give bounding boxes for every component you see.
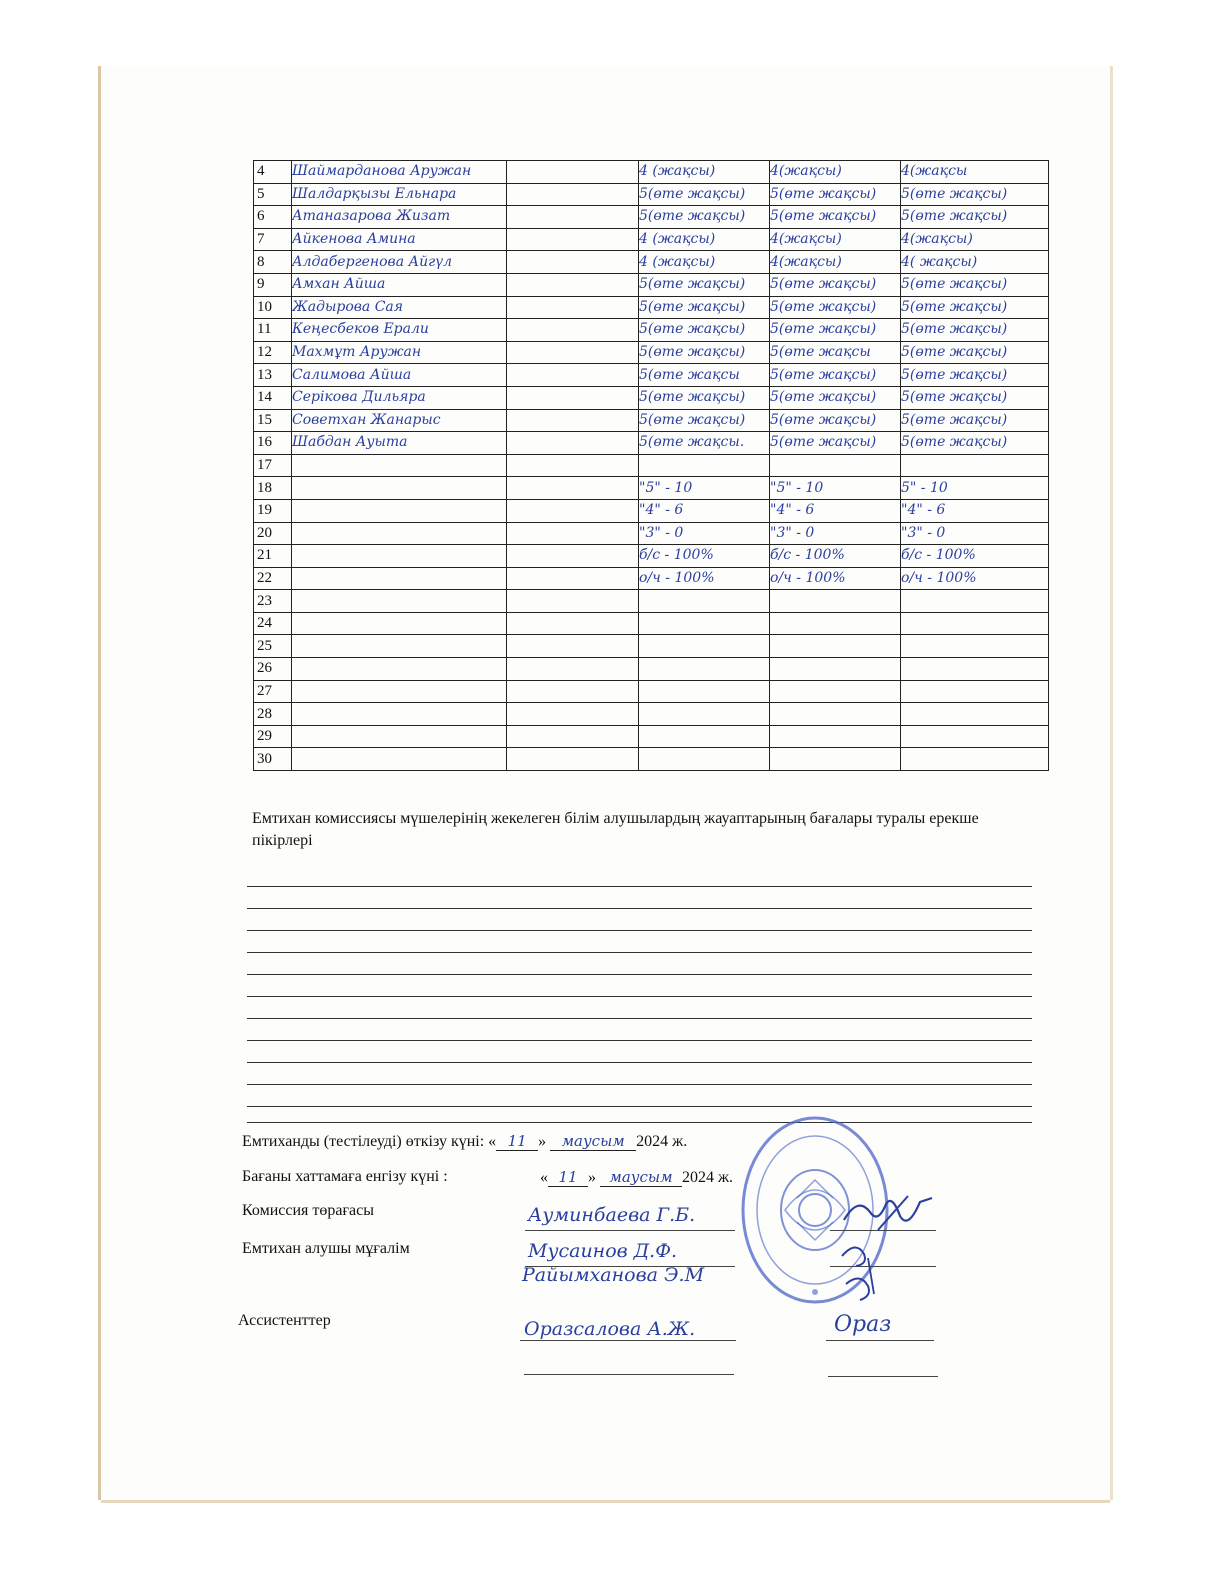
grade-2: "4" - 6: [770, 499, 901, 522]
chair-signature: [838, 1190, 938, 1238]
exam-date-label: Емтиханды (тестілеуді) өткізу күні: «: [242, 1133, 497, 1150]
grade-2: 5(өте жақсы): [770, 364, 901, 387]
grade-3: 5(өте жақсы): [901, 273, 1049, 296]
row-number: 26: [254, 658, 292, 681]
grade-1: "4" - 6: [639, 499, 770, 522]
table-row: [254, 703, 1049, 726]
student-name: [292, 454, 639, 477]
grade-1: 4 (жақсы): [639, 161, 770, 184]
grade-3: [901, 725, 1049, 748]
entry-open-quote: «: [540, 1169, 548, 1186]
student-name: [292, 499, 639, 522]
row-number: 6: [254, 206, 292, 229]
grade-1: 5(өте жақсы): [639, 341, 770, 364]
student-name: Серікова Дильяра: [292, 386, 639, 409]
grade-1: 5(өте жақсы): [639, 319, 770, 342]
grade-2: 5(өте жақсы): [770, 386, 901, 409]
table-row: [254, 273, 1049, 296]
assistants-label: Ассистенттер: [238, 1312, 331, 1329]
entry-date-label: Бағаны хаттамаға енгізу күні :: [242, 1168, 448, 1185]
grade-3: [901, 635, 1049, 658]
grade-1: 4 (жақсы): [639, 251, 770, 274]
grade-1: [639, 680, 770, 703]
grade-3: [901, 703, 1049, 726]
opinions-heading: Емтихан комиссиясы мүшелерінің жекелеген білім алушылардың жауаптарының бағалары туралы ерекше пікірлері: [252, 810, 979, 849]
exam-year: 2024: [636, 1133, 669, 1150]
chair-name: Ауминбаева Г.Б.: [528, 1204, 696, 1226]
second-assistant-name-line: [524, 1374, 734, 1375]
assistant-name-line: [520, 1340, 736, 1341]
grade-3: б/с - 100%: [901, 545, 1049, 568]
grade-1: 5(өте жақсы): [639, 273, 770, 296]
grade-1: [639, 612, 770, 635]
table-row: [254, 432, 1049, 455]
grade-3: 5(өте жақсы): [901, 319, 1049, 342]
grade-2: 5(өте жақсы): [770, 319, 901, 342]
table-row: [254, 161, 1049, 184]
grade-2: 5(өте жақсы: [770, 341, 901, 364]
row-number: 7: [254, 228, 292, 251]
student-name: Салимова Айша: [292, 364, 639, 387]
table-row: [254, 680, 1049, 703]
second-assistant-signature-line: [828, 1376, 938, 1377]
table-row: [254, 590, 1049, 613]
student-name: Шаймарданова Аружан: [292, 161, 639, 184]
row-number: 23: [254, 590, 292, 613]
student-name: [292, 725, 639, 748]
row-number: 21: [254, 545, 292, 568]
row-number: 27: [254, 680, 292, 703]
table-row: [254, 364, 1049, 387]
student-name: [292, 748, 639, 771]
grade-2: 5(өте жақсы): [770, 206, 901, 229]
grade-2: [770, 725, 901, 748]
student-name: [292, 658, 639, 681]
row-number: 10: [254, 296, 292, 319]
table-row: [254, 341, 1049, 364]
grade-1: [639, 725, 770, 748]
grade-2: [770, 454, 901, 477]
entry-month: маусым: [600, 1168, 682, 1187]
grade-2: [770, 703, 901, 726]
table-row: [254, 658, 1049, 681]
grade-2: б/с - 100%: [770, 545, 901, 568]
grade-1: 5(өте жақсы: [639, 364, 770, 387]
grade-3: 5(өте жақсы): [901, 341, 1049, 364]
grade-1: 5(өте жақсы): [639, 296, 770, 319]
assistant-signature-line: [826, 1340, 934, 1341]
row-number: 5: [254, 183, 292, 206]
student-name: Шабдан Ауыта: [292, 432, 639, 455]
grade-1: [639, 590, 770, 613]
student-name: Жадырова Сая: [292, 296, 639, 319]
assistant-signature: Ораз: [834, 1312, 892, 1337]
grade-2: 4(жақсы): [770, 228, 901, 251]
grade-2: о/ч - 100%: [770, 567, 901, 590]
row-number: 19: [254, 499, 292, 522]
grade-1: 5(өте жақсы): [639, 386, 770, 409]
table-row: [254, 386, 1049, 409]
exam-date-row: Емтиханды (тестілеуді) өткізу күні: « 11 » маусым 2024 ж.: [242, 1132, 688, 1150]
row-number: 9: [254, 273, 292, 296]
row-number: 22: [254, 567, 292, 590]
row-number: 25: [254, 635, 292, 658]
student-name: [292, 477, 639, 500]
student-name: [292, 703, 639, 726]
grade-2: "3" - 0: [770, 522, 901, 545]
table-row: [254, 567, 1049, 590]
teacher-label: Емтихан алушы мұғалім: [242, 1240, 410, 1257]
grade-3: "4" - 6: [901, 499, 1049, 522]
teacher-name-2: Райымханова Э.М: [522, 1264, 705, 1286]
table-row: [254, 296, 1049, 319]
grade-2: 4(жақсы): [770, 161, 901, 184]
grade-1: [639, 635, 770, 658]
assistant-name: Оразсалова А.Ж.: [524, 1318, 696, 1340]
grade-1: "5" - 10: [639, 477, 770, 500]
grade-3: 5(өте жақсы): [901, 364, 1049, 387]
chair-name-line: [525, 1230, 735, 1231]
student-name: Махмұт Аружан: [292, 341, 639, 364]
table-row: [254, 409, 1049, 432]
table-row: [254, 612, 1049, 635]
exam-month: маусым: [550, 1132, 636, 1151]
grade-1: "3" - 0: [639, 522, 770, 545]
grade-1: 5(өте жақсы.: [639, 432, 770, 455]
grade-1: 5(өте жақсы): [639, 409, 770, 432]
grade-1: [639, 454, 770, 477]
grade-3: о/ч - 100%: [901, 567, 1049, 590]
grade-3: 4(жақсы): [901, 228, 1049, 251]
grade-3: 4( жақсы): [901, 251, 1049, 274]
entry-year-suffix: ж.: [718, 1169, 734, 1186]
grade-2: 5(өте жақсы): [770, 432, 901, 455]
grades-table: [253, 160, 1049, 771]
student-name: [292, 567, 639, 590]
grade-1: о/ч - 100%: [639, 567, 770, 590]
grade-3: 5(өте жақсы): [901, 386, 1049, 409]
entry-date-row: « 11 » маусым 2024 ж.: [540, 1168, 734, 1186]
grade-2: [770, 748, 901, 771]
grade-3: [901, 612, 1049, 635]
student-name: [292, 522, 639, 545]
table-row: [254, 228, 1049, 251]
student-name: [292, 545, 639, 568]
student-name: [292, 590, 639, 613]
grade-1: 5(өте жақсы): [639, 183, 770, 206]
table-row: [254, 477, 1049, 500]
student-name: [292, 612, 639, 635]
grade-2: 5(өте жақсы): [770, 273, 901, 296]
table-row: [254, 206, 1049, 229]
grade-2: 4(жақсы): [770, 251, 901, 274]
grade-3: 5(өте жақсы): [901, 183, 1049, 206]
student-name: Атаназарова Жизат: [292, 206, 639, 229]
row-number: 12: [254, 341, 292, 364]
grade-1: [639, 658, 770, 681]
grade-1: [639, 703, 770, 726]
row-number: 16: [254, 432, 292, 455]
grade-2: [770, 658, 901, 681]
grade-3: 5(өте жақсы): [901, 206, 1049, 229]
grade-3: 5(өте жақсы): [901, 432, 1049, 455]
grade-2: [770, 680, 901, 703]
table-row: [254, 499, 1049, 522]
table-row: [254, 319, 1049, 342]
grade-2: 5(өте жақсы): [770, 296, 901, 319]
chair-label: Комиссия төрағасы: [242, 1202, 374, 1219]
student-name: Кеңесбеков Ерали: [292, 319, 639, 342]
row-number: 14: [254, 386, 292, 409]
student-name: Алдабергенова Айгүл: [292, 251, 639, 274]
grade-3: [901, 454, 1049, 477]
grade-3: 5(өте жақсы): [901, 296, 1049, 319]
grade-3: 4(жақсы: [901, 161, 1049, 184]
table-row: [254, 545, 1049, 568]
teacher-name-1: Мусаинов Д.Ф.: [528, 1240, 678, 1262]
entry-year: 2024: [682, 1169, 714, 1186]
grade-2: 5(өте жақсы): [770, 409, 901, 432]
grade-3: [901, 748, 1049, 771]
student-name: [292, 635, 639, 658]
row-number: 20: [254, 522, 292, 545]
row-number: 13: [254, 364, 292, 387]
row-number: 29: [254, 725, 292, 748]
row-number: 30: [254, 748, 292, 771]
student-name: Советхан Жанарыс: [292, 409, 639, 432]
table-row: [254, 454, 1049, 477]
grade-2: [770, 590, 901, 613]
grade-3: 5" - 10: [901, 477, 1049, 500]
grade-3: [901, 590, 1049, 613]
student-name: [292, 680, 639, 703]
table-row: [254, 522, 1049, 545]
grade-2: [770, 612, 901, 635]
grade-2: "5" - 10: [770, 477, 901, 500]
grade-2: [770, 635, 901, 658]
table-row: [254, 725, 1049, 748]
row-number: 28: [254, 703, 292, 726]
table-row: [254, 635, 1049, 658]
teacher-signature: [838, 1236, 898, 1306]
grade-3: [901, 680, 1049, 703]
row-number: 15: [254, 409, 292, 432]
student-name: Шалдарқызы Ельнара: [292, 183, 639, 206]
grade-1: [639, 748, 770, 771]
grade-1: 4 (жақсы): [639, 228, 770, 251]
row-number: 4: [254, 161, 292, 184]
row-number: 8: [254, 251, 292, 274]
entry-day: 11: [548, 1168, 588, 1187]
table-row: [254, 183, 1049, 206]
exam-year-suffix: ж.: [672, 1133, 688, 1150]
grade-3: [901, 658, 1049, 681]
student-name: Амхан Айша: [292, 273, 639, 296]
grade-3: 5(өте жақсы): [901, 409, 1049, 432]
row-number: 18: [254, 477, 292, 500]
grade-1: б/с - 100%: [639, 545, 770, 568]
grade-3: "3" - 0: [901, 522, 1049, 545]
exam-day: 11: [496, 1132, 538, 1151]
student-name: Айкенова Амина: [292, 228, 639, 251]
grade-1: 5(өте жақсы): [639, 206, 770, 229]
row-number: 11: [254, 319, 292, 342]
row-number: 17: [254, 454, 292, 477]
row-number: 24: [254, 612, 292, 635]
table-row: [254, 251, 1049, 274]
grade-2: 5(өте жақсы): [770, 183, 901, 206]
table-row: [254, 748, 1049, 771]
